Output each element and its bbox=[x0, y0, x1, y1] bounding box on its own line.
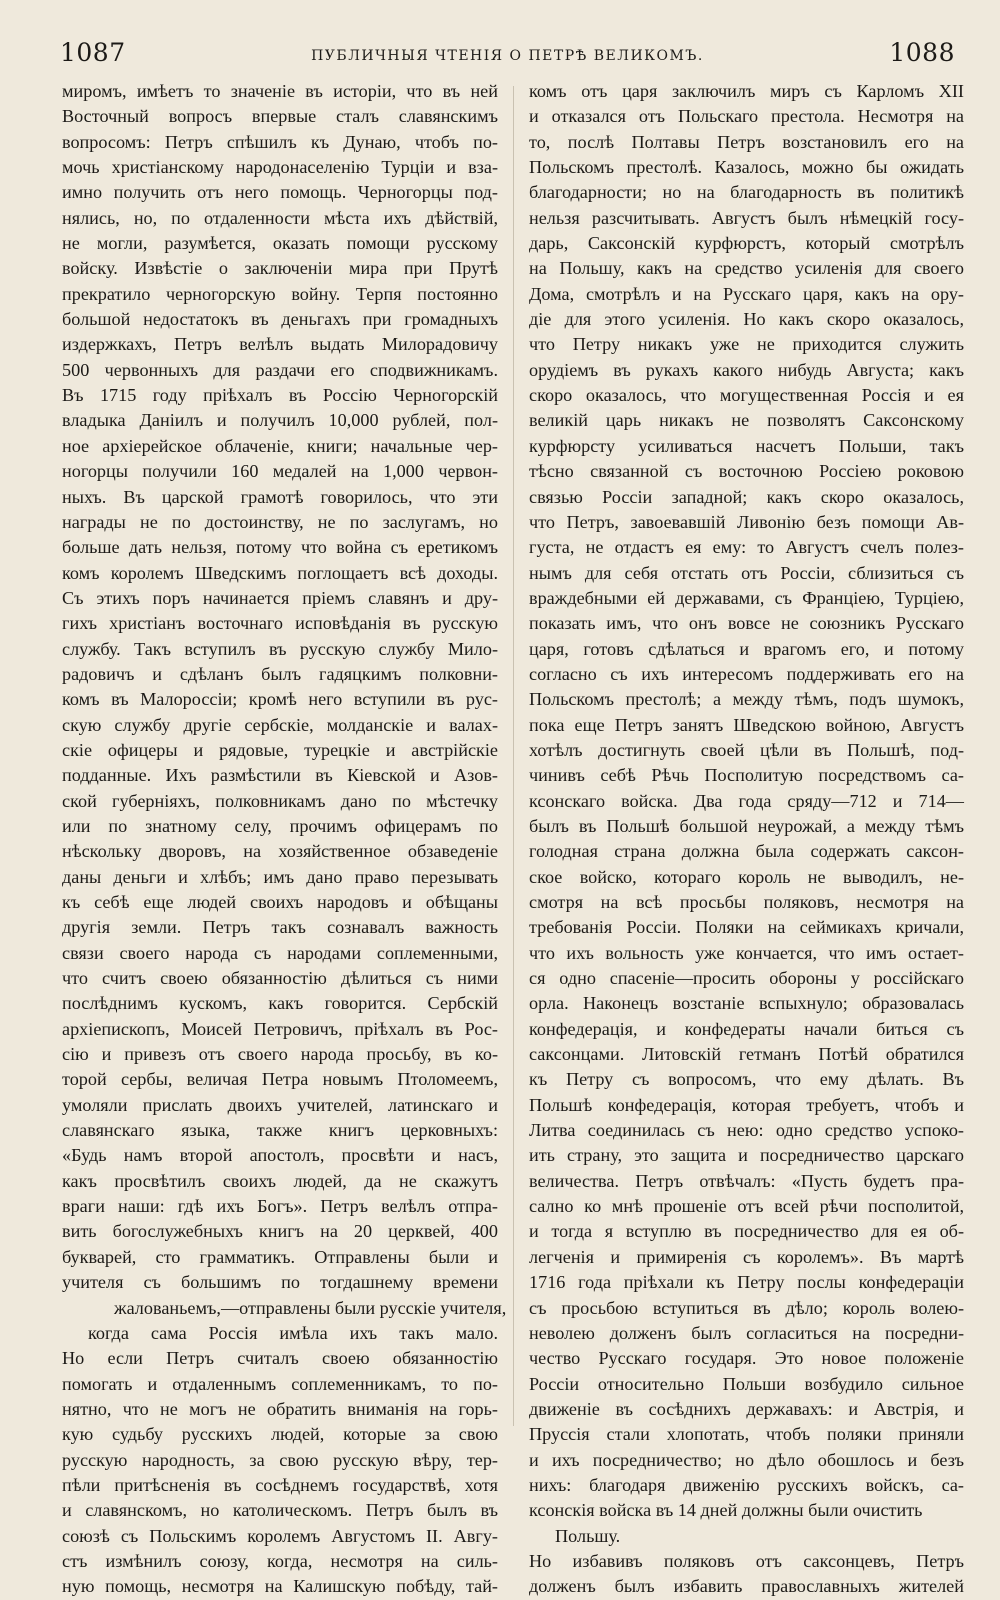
text-line: ныхъ. Въ царской грамотѣ говорилось, что эти bbox=[62, 486, 498, 507]
text-line: скіе офицеры и рядовые, турецкіе и австрійскіе bbox=[62, 739, 498, 760]
text-line: стъ измѣнилъ союзу, когда, несмотря на силь- bbox=[62, 1550, 498, 1571]
text-line: великій царь никакъ не позволятъ Саксонскому bbox=[529, 410, 964, 431]
text-line: царя, готовъ сдѣлаться и врагомъ его, и потому bbox=[529, 638, 964, 659]
text-line: ксонскія войска въ 14 дней должны были очистить bbox=[529, 1500, 923, 1521]
text-line: съ просьбою вступиться въ дѣло; король волею- bbox=[529, 1297, 964, 1318]
text-line: архіепископъ, Моисей Петровичъ, пріѣхалъ въ Рос- bbox=[62, 1018, 498, 1039]
text-line: не могли, разумѣется, оказать помощи русскому bbox=[62, 233, 498, 254]
text-line: дарь, Саксонскій курфюрстъ, который смотрѣлъ bbox=[529, 233, 964, 254]
text-line: ную помощь, несмотря на Калишскую побѣду, тай- bbox=[62, 1576, 498, 1597]
text-line: 500 червонныхъ для раздачи его сподвижникамъ. bbox=[62, 359, 498, 380]
text-line: помогать и отдаленнымъ соплеменникамъ, то по- bbox=[62, 1373, 498, 1394]
text-line: нялись, но, по отдаленности мѣста ихъ дѣйствій, bbox=[62, 207, 498, 228]
text-line: славянскаго языка, также книгъ церковныхъ: bbox=[62, 1120, 498, 1141]
text-line: пока еще Петръ занятъ Шведскою войною, Августъ bbox=[529, 714, 964, 735]
text-line: хотѣлъ достигнуть своей цѣли въ Польшѣ, под- bbox=[529, 739, 964, 760]
text-line: имно получить отъ него помощь. Черногорцы под- bbox=[62, 182, 498, 203]
text-line: и тогда я вступлю въ посредничество для ея об- bbox=[529, 1221, 964, 1242]
text-line: величества. Петръ отвѣчалъ: «Пусть будетъ пра- bbox=[529, 1170, 964, 1191]
text-line: 1716 года пріѣхали къ Петру послы конфедераціи bbox=[529, 1272, 964, 1293]
text-line: былъ въ Польшѣ большой неурожай, а между тѣмъ bbox=[529, 815, 964, 836]
text-line: требованія Россіи. Поляки на сеймикахъ кричали, bbox=[529, 917, 964, 938]
text-line: связью Россіи западной; какъ скоро оказалось, bbox=[529, 486, 964, 507]
text-line: къ себѣ еще людей своихъ народовъ и обѣщаны bbox=[62, 892, 498, 912]
text-line: ное архіерейское облаченіе, книги; начальные чер- bbox=[62, 435, 498, 456]
text-line: умоляли прислать двоихъ учителей, латинскаго и bbox=[62, 1094, 498, 1115]
text-line: согласно съ ихъ интересомъ поддерживать его на bbox=[529, 663, 964, 684]
text-line: подданные. Ихъ размѣстили въ Кіевской и Азов- bbox=[62, 765, 498, 786]
text-line: показать имъ, что онъ вовсе не союзникъ Русскаго bbox=[529, 613, 964, 634]
text-line: гихъ христіанъ восточнаго исповѣданія въ русскую bbox=[62, 613, 498, 634]
text-line: Но избавивъ поляковъ отъ саксонцевъ, Петръ bbox=[529, 1550, 964, 1571]
text-line: густа, не отдастъ ея ему: то Августъ счелъ полез- bbox=[529, 537, 964, 558]
text-line: комъ отъ царя заключилъ миръ съ Карломъ XII bbox=[529, 81, 964, 101]
text-line: діе для этого усиленія. Но какъ скоро оказалось, bbox=[529, 309, 964, 330]
text-line: конфедерація, и конфедераты начали биться съ bbox=[529, 1018, 964, 1039]
text-line: мочь христіанскому народонаселенію Турціи и вза- bbox=[62, 157, 498, 178]
text-line: Пруссія стали хлопотать, чтобъ поляки приняли bbox=[529, 1424, 964, 1445]
text-line: что ихъ вольность уже кончается, что имъ остает- bbox=[529, 942, 964, 963]
text-line: союзѣ съ Польскимъ королемъ Августомъ II. Авгу- bbox=[62, 1525, 498, 1546]
text-line: долженъ былъ избавить православныхъ жителей bbox=[529, 1576, 964, 1597]
column-divider bbox=[513, 86, 514, 1426]
text-line: что считъ своею обязанностію дѣлиться съ ними bbox=[62, 968, 498, 989]
text-line: торой сербы, величая Петра новымъ Птоломеемъ, bbox=[62, 1069, 498, 1090]
text-line: нымъ для себя отстать отъ Россіи, сблизиться съ bbox=[529, 562, 964, 583]
text-line: пѣли притѣсненія въ сосѣднемъ государствѣ, хотя bbox=[62, 1474, 498, 1495]
text-line: комъ королемъ Шведскимъ поглощаетъ всѣ доходы. bbox=[62, 562, 498, 583]
text-line: скоро оказалось, что могущественная Россія и ея bbox=[529, 385, 964, 406]
text-line: даны деньги и хлѣбъ; имъ дано право перезывать bbox=[62, 866, 498, 887]
text-line: что Петру никакъ уже не приходится служить bbox=[529, 334, 964, 355]
text-line: другія земли. Петръ такъ сознавалъ важность bbox=[62, 917, 498, 938]
text-line: неволею долженъ былъ согласиться на посредни- bbox=[529, 1322, 964, 1343]
text-line: сію и привезъ отъ своего народа просьбу, въ ко- bbox=[62, 1044, 498, 1065]
text-line: связи своего народа съ народами соплеменными, bbox=[62, 942, 498, 963]
text-line: нихъ: благодаря движенію русскихъ войскъ, са- bbox=[529, 1474, 964, 1495]
text-line: и отказался отъ Польскаго престола. Несмотря на bbox=[529, 106, 964, 127]
page-number-left: 1087 bbox=[60, 38, 126, 67]
running-title: ПУБЛИЧНЫЯ ЧТЕНІЯ О ПЕТРѢ ВЕЛИКОМЪ. bbox=[311, 48, 704, 64]
text-line: «Будь намъ второй апостолъ, просвѣти и насъ, bbox=[62, 1145, 498, 1166]
text-line: Въ 1715 году пріѣхалъ въ Россію Черногорскій bbox=[62, 385, 498, 406]
text-line: Восточный вопросъ впервые сталъ славянскимъ bbox=[62, 106, 498, 127]
text-line: какъ просвѣтилъ своихъ людей, да не скажутъ bbox=[62, 1170, 498, 1191]
page-number-right: 1088 bbox=[889, 38, 955, 67]
text-line: или по знатному селу, прочимъ офицерамъ по bbox=[62, 815, 498, 836]
text-line: то, послѣ Полтавы Петръ возстановилъ его на bbox=[529, 131, 964, 152]
text-line: нѣскольку дворовъ, на хозяйственное обзаведеніе bbox=[62, 841, 498, 862]
text-line: миромъ, имѣетъ то значеніе въ исторіи, что въ ней bbox=[62, 81, 498, 101]
text-line: жалованьемъ,—отправлены были русскіе учителя, bbox=[114, 1297, 507, 1318]
text-line: къ Петру съ вопросомъ, что ему дѣлать. Въ bbox=[529, 1069, 964, 1090]
text-line: Польскомъ престолѣ; а между тѣмъ, подъ шумокъ, bbox=[529, 689, 964, 710]
text-line: орудіемъ въ рукахъ какого нибудь Августа; какъ bbox=[529, 359, 964, 380]
text-line: издержкахъ, Петръ велѣлъ выдать Милорадовичу bbox=[62, 334, 498, 355]
text-line: враждебными ей державами, съ Франціею, Турціею, bbox=[529, 587, 964, 608]
text-line: Съ этихъ поръ начинается пріемъ славянъ и дру- bbox=[62, 587, 498, 608]
text-line: Дома, смотрѣлъ и на Русскаго царя, какъ на ору- bbox=[529, 283, 964, 304]
text-line: чинивъ себѣ Рѣчь Посполитую посредствомъ са- bbox=[529, 765, 964, 786]
text-line: когда сама Россія имѣла ихъ такъ мало. bbox=[88, 1322, 498, 1343]
text-line: Литва соединилась съ нею: одно средство успоко- bbox=[529, 1120, 964, 1141]
text-line: владыка Даніилъ и получилъ 10,000 рублей, пол- bbox=[62, 410, 498, 431]
text-line: кую судьбу русскихъ людей, которые за свою bbox=[62, 1424, 498, 1445]
text-line: послѣднимъ кускомъ, какъ говорится. Сербскій bbox=[62, 993, 498, 1014]
text-line: прекратило черногорскую войну. Терпя постоянно bbox=[62, 283, 498, 304]
right-column bbox=[529, 79, 964, 1600]
text-line: нятно, что не могъ не обратить вниманія на горь- bbox=[62, 1398, 498, 1419]
text-line: службу. Такъ вступилъ въ русскую службу Мило- bbox=[62, 638, 498, 659]
text-line: больше дать нельзя, потому что война съ еретикомъ bbox=[62, 537, 498, 558]
text-line: ской губерніяхъ, полковникамъ дано по мѣстечку bbox=[62, 790, 498, 811]
text-line: движеніе въ сосѣднихъ державахъ: и Австрія, и bbox=[529, 1398, 964, 1419]
text-line: чество Русскаго государя. Это новое положеніе bbox=[529, 1348, 964, 1369]
text-line: учителя съ большимъ по тогдашнему времени bbox=[62, 1272, 498, 1293]
text-line: враги наши: гдѣ ихъ Богъ». Петръ велѣлъ отпра- bbox=[62, 1196, 498, 1217]
text-line: Польскомъ престолѣ. Казалось, можно бы ожидать bbox=[529, 157, 964, 178]
text-line: Но если Петръ считалъ своею обязанностію bbox=[62, 1348, 498, 1369]
text-line: орла. Наконецъ возстаніе вспыхнуло; образовалась bbox=[529, 993, 964, 1014]
text-line: скую службу другіе сербскіе, молданскіе и валах- bbox=[62, 714, 498, 735]
text-line: Польшѣ конфедерація, которая требуетъ, чтобъ и bbox=[529, 1094, 964, 1115]
text-line: русскую народность, за свою русскую вѣру, тер- bbox=[62, 1449, 498, 1470]
text-line: легченія и примиренія съ королемъ». Въ мартѣ bbox=[529, 1246, 964, 1267]
text-line: войску. Извѣстіе о заключеніи мира при Прутѣ bbox=[62, 258, 498, 279]
text-line: большой недостатокъ въ деньгахъ при громадныхъ bbox=[62, 309, 498, 330]
text-line: голодная страна должна была содержать саксон- bbox=[529, 841, 964, 862]
text-line: тѣсно связанной съ восточною Россіею роковою bbox=[529, 461, 964, 482]
text-line: ксонскаго войска. Два года сряду—712 и 714— bbox=[529, 790, 964, 811]
text-line: что Петръ, завоевавшій Ливонію безъ помощи Ав- bbox=[529, 511, 964, 532]
text-line: благодарности; но на благодарность въ политикѣ bbox=[529, 182, 964, 203]
text-line: букварей, сто грамматикъ. Отправлены были и bbox=[62, 1246, 498, 1267]
text-line: курфюрсту усиливаться насчетъ Польши, такъ bbox=[529, 435, 964, 456]
text-line: вить богослужебныхъ книгъ на 20 церквей, 400 bbox=[62, 1221, 498, 1242]
text-line: ское войско, котораго король не выводилъ, не- bbox=[529, 866, 964, 887]
text-line: сално ко мнѣ прошеніе отъ всей рѣчи посполитой, bbox=[529, 1196, 964, 1217]
text-line: ногорцы получили 160 медалей на 1,000 червон- bbox=[62, 461, 498, 482]
left-column bbox=[62, 79, 507, 1600]
text-line: радовичъ и сдѣланъ былъ гадяцкимъ полковни- bbox=[62, 663, 498, 684]
text-line: комъ въ Малороссіи; кромѣ него вступили въ рус- bbox=[62, 689, 498, 710]
text-line: на Польшу, какъ на средство усиленія для своего bbox=[529, 258, 964, 279]
text-line: вопросомъ: Петръ спѣшилъ къ Дунаю, чтобъ по- bbox=[62, 131, 498, 152]
text-line: саксонцами. Литовскій гетманъ Потѣй обратился bbox=[529, 1044, 964, 1065]
text-line: награды не по достоинству, не по заслугамъ, но bbox=[62, 511, 498, 532]
text-line: и славянскомъ, но католическомъ. Петръ былъ въ bbox=[62, 1500, 498, 1521]
text-line: и ихъ посредничество; но дѣло обошлось и безъ bbox=[529, 1449, 964, 1470]
text-line: Россіи относительно Польши возбудило сильное bbox=[529, 1373, 964, 1394]
text-line: ить страну, это защита и посредничество царскаго bbox=[529, 1145, 964, 1166]
page-header bbox=[60, 38, 955, 78]
text-line: смотря на всѣ просьбы поляковъ, несмотря на bbox=[529, 892, 964, 912]
text-line: Польшу. bbox=[555, 1525, 621, 1546]
text-line: ся одно спасеніе—просить обороны у россійскаго bbox=[529, 968, 964, 989]
text-line: нельзя разсчитывать. Августъ былъ нѣмецкій госу- bbox=[529, 207, 964, 228]
